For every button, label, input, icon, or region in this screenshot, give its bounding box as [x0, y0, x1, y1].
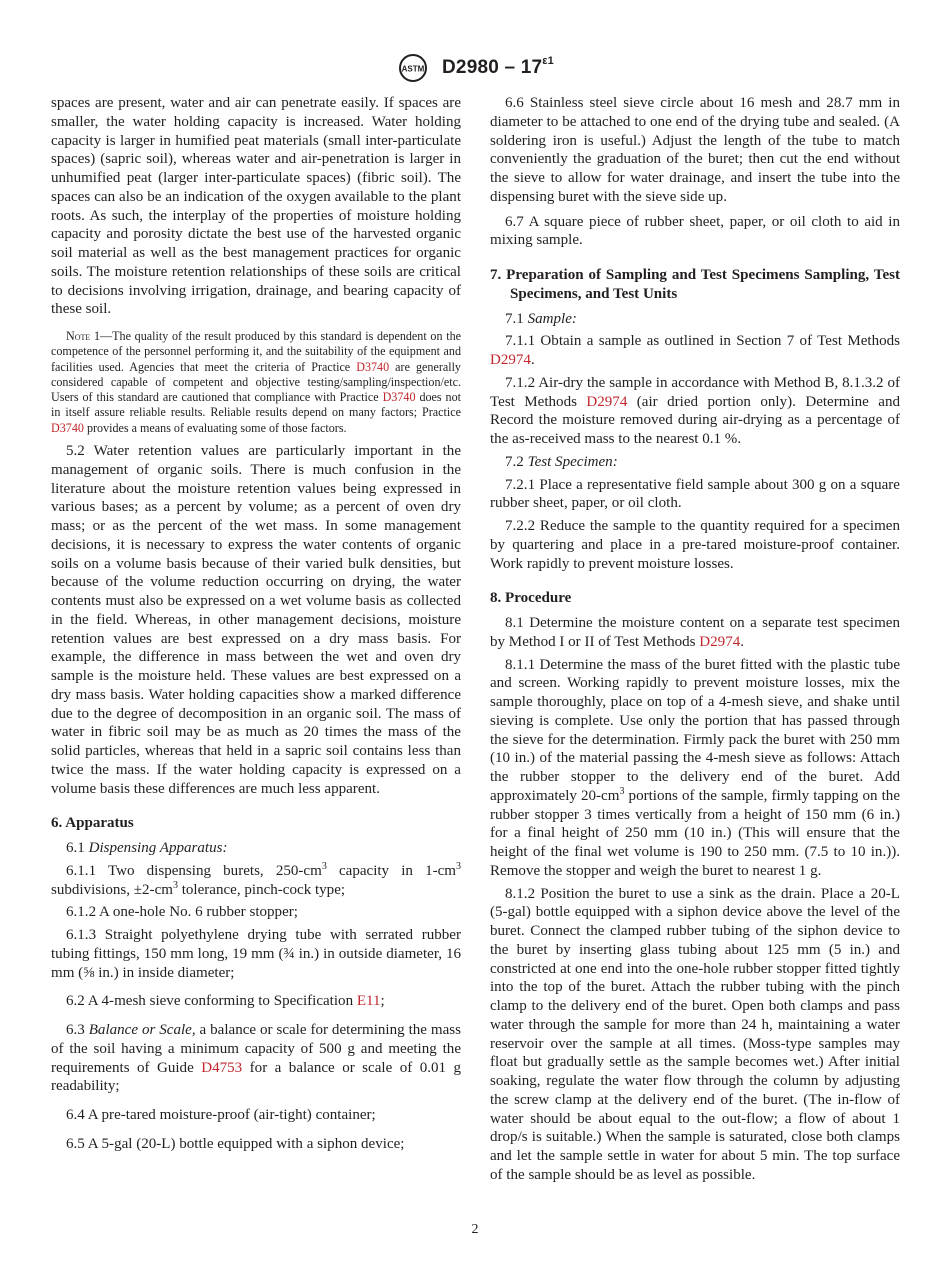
left-column [51, 94, 461, 1158]
link-d4753[interactable]: D4753 [201, 1059, 243, 1076]
page-header [0, 52, 950, 84]
paragraph-6-1-2: 6.1.2 A one-hole No. 6 rubber stopper; [66, 904, 298, 921]
paragraph-6-1: 6.1 Dispensing Apparatus: [66, 840, 228, 857]
paragraph-5-2: 5.2 Water retention values are particularly important in the management of organic soils. There is much confusion in the literature about the moisture retention values being expressed in various bases; as a percent by volume; as a percent of oven dry mass; or as the percent of the wet mass. In some management decisions, it is necessary to express the water contents of organic soils on a volume basis because of their varied bulk densities, but because of the volume reduction occurring on drying, the water contents must also be expressed on a wet volume basis as collected in the field. Whereas, in other management decisions, moisture retention values are best expressed on a dry mass basis. For example, the difference in mass between the wet and oven dry sample is the moisture held. These values are best expressed on a dry mass basis. Water holding capacities show a marked difference due to the degree of decomposition in an organic soil. The mass of water in fibric soil may be as much as 20 times the mass of the solid particles, whereas that held in a sapric soil contains less than twice the mass. If the water holding capacity is expressed on a volume basis these differences are much less apparent. [51, 443, 461, 797]
section-heading-8: 8. Procedure [490, 590, 572, 607]
paragraph-8-1-1: 8.1.1 Determine the mass of the buret fitted with the plastic tube and screen. Working rapidly to prevent moisture losses, mix the sample thoroughly, place on top of a 4-mesh sieve, and shake until sieving is complete. Use only the portion that has passed through the sieve for the determination. Firmly pack the buret with 250 mm (10 in.) of the material passing the 4-mesh sieve as follows: Attach the rubber stopper to the delivery end of the buret. Add approximately $20-cm^3$ portions of the sample, firmly tapping on the rubber stopper 3 times vertically from a height of 150 mm (6 in.) for a final height of 250 mm (10 in.) (This will ensure that the height of the final wet volume is 190 to 250 mm. (7.5 to 10 in.)). Remove the stopper and weigh the buret to nearest 1 g. [490, 656, 900, 879]
svg-text:ASTM: ASTM [401, 64, 425, 74]
paragraph-7-2-1: 7.2.1 Place a representative field sample about 300 g on a square rubber sheet, paper, or oil cloth. [490, 476, 900, 512]
paragraph-6-4: 6.4 A pre-tared moisture-proof (air-tight) container; [66, 1107, 376, 1124]
paragraph-6-5: 6.5 A 5-gal (20-L) bottle equipped with a siphon device; [66, 1135, 405, 1152]
paragraph-6-1-1: 6.1.1 Two dispensing burets, $250-cm^3$ capacity in $1-cm^3$ subdivisions, $\pm 2-cm^3$ tolerance, pinch-cock type; [51, 860, 461, 898]
link-d2974[interactable]: D2974 [586, 393, 628, 410]
paragraph-7-1-2: 7.1.2 Air-dry the sample in accordance with Method B, 8.1.3.2 of Test Methods D2974 (air dried portion only). Determine and Record the moisture removed during air-drying as a percentage of the as-received mass to the nearest 0.1 %. [490, 374, 900, 447]
paragraph-7-1: 7.1 Sample: [505, 310, 577, 327]
paragraph-7-2-2: 7.2.2 Reduce the sample to the quantity required for a specimen by quartering and place in a pre-tared moisture-proof container. Work rapidly to prevent moisture losses. [490, 518, 900, 572]
link-d3740[interactable]: D3740 [382, 390, 416, 405]
paragraph-8-1-2: 8.1.2 Position the buret to use a sink as the drain. Place a 20-L (5-gal) bottle equipped with a siphon device above the level of the buret. Connect the clamped rubber tubing of the siphon device to the buret by inserting glass tubing about 125 mm (5 in.) and constricted at one end into the one-hole rubber stopper fitted tightly into the top of the buret. Attach the rubber tubing with the pinch clamp to the delivery end of the buret. Open both clamps and pass water through the sample for more than 24 h, maintaining a water reservoir over the sample at all times. (Moss-type samples may float but gradually settle as the sample becomes wet.) After initial soaking, regulate the water flow through the column by adjusting the screw clamp at the delivery end of the buret. (The in-flow of water should be about equal to the out-flow; a flow of about 1 drop/s is suitable.) When the sample is saturated, close both clamps and let the sample settle in water for about 5 min. The top surface of the sample should be as level as possible. [490, 885, 900, 1183]
link-d3740[interactable]: D3740 [51, 420, 84, 435]
right-column [490, 94, 900, 1189]
paragraph-6-2: 6.2 A 4-mesh sieve conforming to Specification E11; [66, 993, 385, 1010]
section-heading-7: 7. Preparation of Sampling and Test Specimens Sampling, Test Specimens, and Test Units [490, 267, 900, 302]
link-d2974[interactable]: D2974 [699, 633, 741, 650]
page-number: 2 [471, 1222, 479, 1237]
paragraph-7-1-1: 7.1.1 Obtain a sample as outlined in Section 7 of Test Methods D2974. [490, 333, 900, 368]
paragraph-7-2: 7.2 Test Specimen: [505, 453, 618, 470]
paragraph: spaces are present, water and air can penetrate easily. If spaces are smaller, the water holding capacity is increased. Water holding capacity is larger in humified peat materials (small inter-particulate spaces) (sapric soil), whereas water and air-penetration is larger in unhumified peat (larger inter-particulate spaces) (fibric soil). The spaces can also be an indication of the oxygen available to the plant roots. As such, the interplay of the properties of moisture holding capacity and porosity dictate the best use of the harvested organic soil material as well as the best management practices for organic soils. The moisture retention relationships of these soils are critical to decisions involving irrigation, drainage, and bearing capacity of these soil. [51, 95, 461, 318]
paragraph-6-3: 6.3 Balance or Scale, a balance or scale for determining the mass of the soil having a minimum capacity of 500 g and meeting the requirements of Guide D4753 for a balance or scale of 0.01 g readability; [51, 1022, 462, 1095]
link-d3740[interactable]: D3740 [356, 359, 390, 374]
paragraph-6-6: 6.6 Stainless steel sieve circle about 16 mesh and 28.7 mm in diameter to be attached to one end of the drying tube and sealed. (A soldering iron is useful.) Adjust the length of the tube to match conveniently the graduation of the buret; then cut the end without the sieve to allow for water drainage, and insert the tube into the dispensing buret with the sieve side up. [490, 95, 900, 205]
paragraph-6-1-3: 6.1.3 Straight polyethylene drying tube with serrated rubber tubing fittings, 150 mm long, 19 mm (¾ in.) in outside diameter, 16 mm (⅝ in.) in inside diameter; [51, 927, 461, 981]
section-heading-6: 6. Apparatus [51, 815, 134, 832]
paragraph-8-1: 8.1 Determine the moisture content on a separate test specimen by Method I or II of Test Methods D2974. [490, 615, 900, 650]
link-e11[interactable]: E11 [356, 993, 381, 1010]
paragraph-6-7: 6.7 A square piece of rubber sheet, paper, or oil cloth to aid in mixing sample. [490, 213, 900, 249]
link-d2974[interactable]: D2974 [490, 352, 531, 368]
astm-logo-icon [396, 52, 430, 84]
note-1: Note 1—The quality of the result produced by this standard is dependent on the competence of the personnel performing it, and the suitability of the equipment and facilities used. Agencies that meet the criteria of Practice D3740 are generally considered capable of competent and objective testing/sampling/inspection/etc. Users of this standard are cautioned that compliance with Practice D3740 does not in itself assure reliable results. Reliable results depend on many factors; Practice D3740 provides a means of evaluating some of those factors. [51, 329, 462, 435]
standard-designation: $D2980 - 17^{\varepsilon 1}$ [442, 54, 554, 78]
